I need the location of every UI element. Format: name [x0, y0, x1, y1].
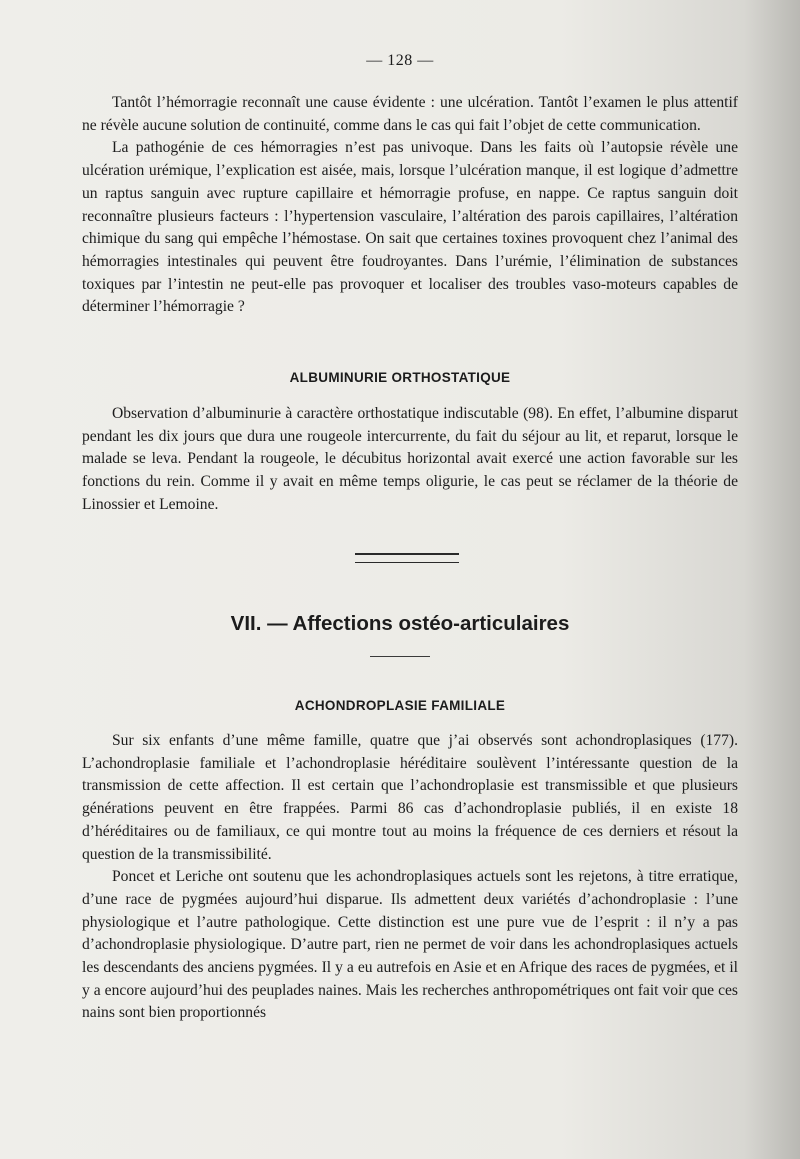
section-heading-albuminurie: ALBUMINURIE ORTHOSTATIQUE — [289, 370, 511, 385]
section-albuminurie-text — [82, 403, 738, 517]
intro-text — [82, 92, 738, 319]
paragraph: Observation d’albuminurie à caractère orthostatique indiscutable (98). En effet, l’albumine disparut pendant les dix jours que dura une rougeole intercurrente, du fait du séjour au lit, et reparut, lorsque le malade se leva. Pendant la rougeole, le décubitus horizontal avait exercé une action favorable sur les fonctions du rein. Comme il y avait en même temps oligurie, le cas peut se réclamer de la théorie de Linossier et Lemoine. — [82, 405, 738, 513]
page-number: — 128 — — [366, 52, 434, 69]
chapter-title: VII. — Affections ostéo-articulaires — [230, 612, 570, 635]
paragraph: Poncet et Leriche ont soutenu que les achondroplasiques actuels sont les rejetons, à titre erratique, d’une race de pygmées aujourd’hui disparue. Ils admettent deux variétés d’achondroplasie : l’une physiologique et l’autre pathologique. Cette distinction est une pure vue de l’esprit : il n’y a pas d’achondroplasie physiologique. D’autre part, rien ne permet de voir dans les achondroplasiques actuels les descendants des anciens pygmées. Il y a eu autrefois en Asie et en Afrique des races de pygmées, et il y a encore aujourd’hui des peuplades naines. Mais les recherches anthropométriques ont fait voir que ces nains sont bien proportionnés — [82, 868, 738, 1022]
section-heading-achondroplasie: ACHONDROPLASIE FAMILIALE — [294, 698, 506, 713]
paragraph: La pathogénie de ces hémorragies n’est pas univoque. Dans les faits où l’autopsie révèle une ulcération urémique, l’explication est aisée, mais, lorsque l’ulcération manque, il est logique d’admettre un raptus sanguin avec rupture capillaire et hémorragie profuse, en nappe. Ce raptus sanguin doit reconnaître plusieurs facteurs : l’hypertension vasculaire, l’altération des parois capillaires, l’altération chimique du sang qui empêche l’hémostase. On sait que certaines toxines provoquent chez l’animal des hémorragies intestinales qui peuvent être foudroyantes. Dans l’urémie, l’élimination de substances toxiques par l’intestin ne peut-elle pas provoquer et localiser des troubles vaso-moteurs capables de déterminer l’hémorragie ? — [82, 139, 738, 316]
section-divider — [355, 553, 459, 563]
paragraph: Sur six enfants d’une même famille, quatre que j’ai observés sont achondroplasiques (177). L’achondroplasie familiale et l’achondroplasie héréditaire soulèvent l’intéressante question de la transmission de cette affection. Il est certain que l’achondroplasie est transmissible et que plusieurs générations peuvent en être frappées. Parmi 86 cas d’achondroplasie publiés, il en existe 18 d’héréditaires ou de familiaux, ce qui montre tout au moins la fréquence de ces derniers et résout la question de la transmissibilité. — [82, 732, 738, 863]
section-achondroplasie-text — [82, 730, 738, 1025]
chapter-rule — [370, 656, 430, 657]
paragraph: Tantôt l’hémorragie reconnaît une cause évidente : une ulcération. Tantôt l’examen le plus attentif ne révèle aucune solution de continuité, comme dans le cas qui fait l’objet de cette communication. — [82, 94, 738, 134]
